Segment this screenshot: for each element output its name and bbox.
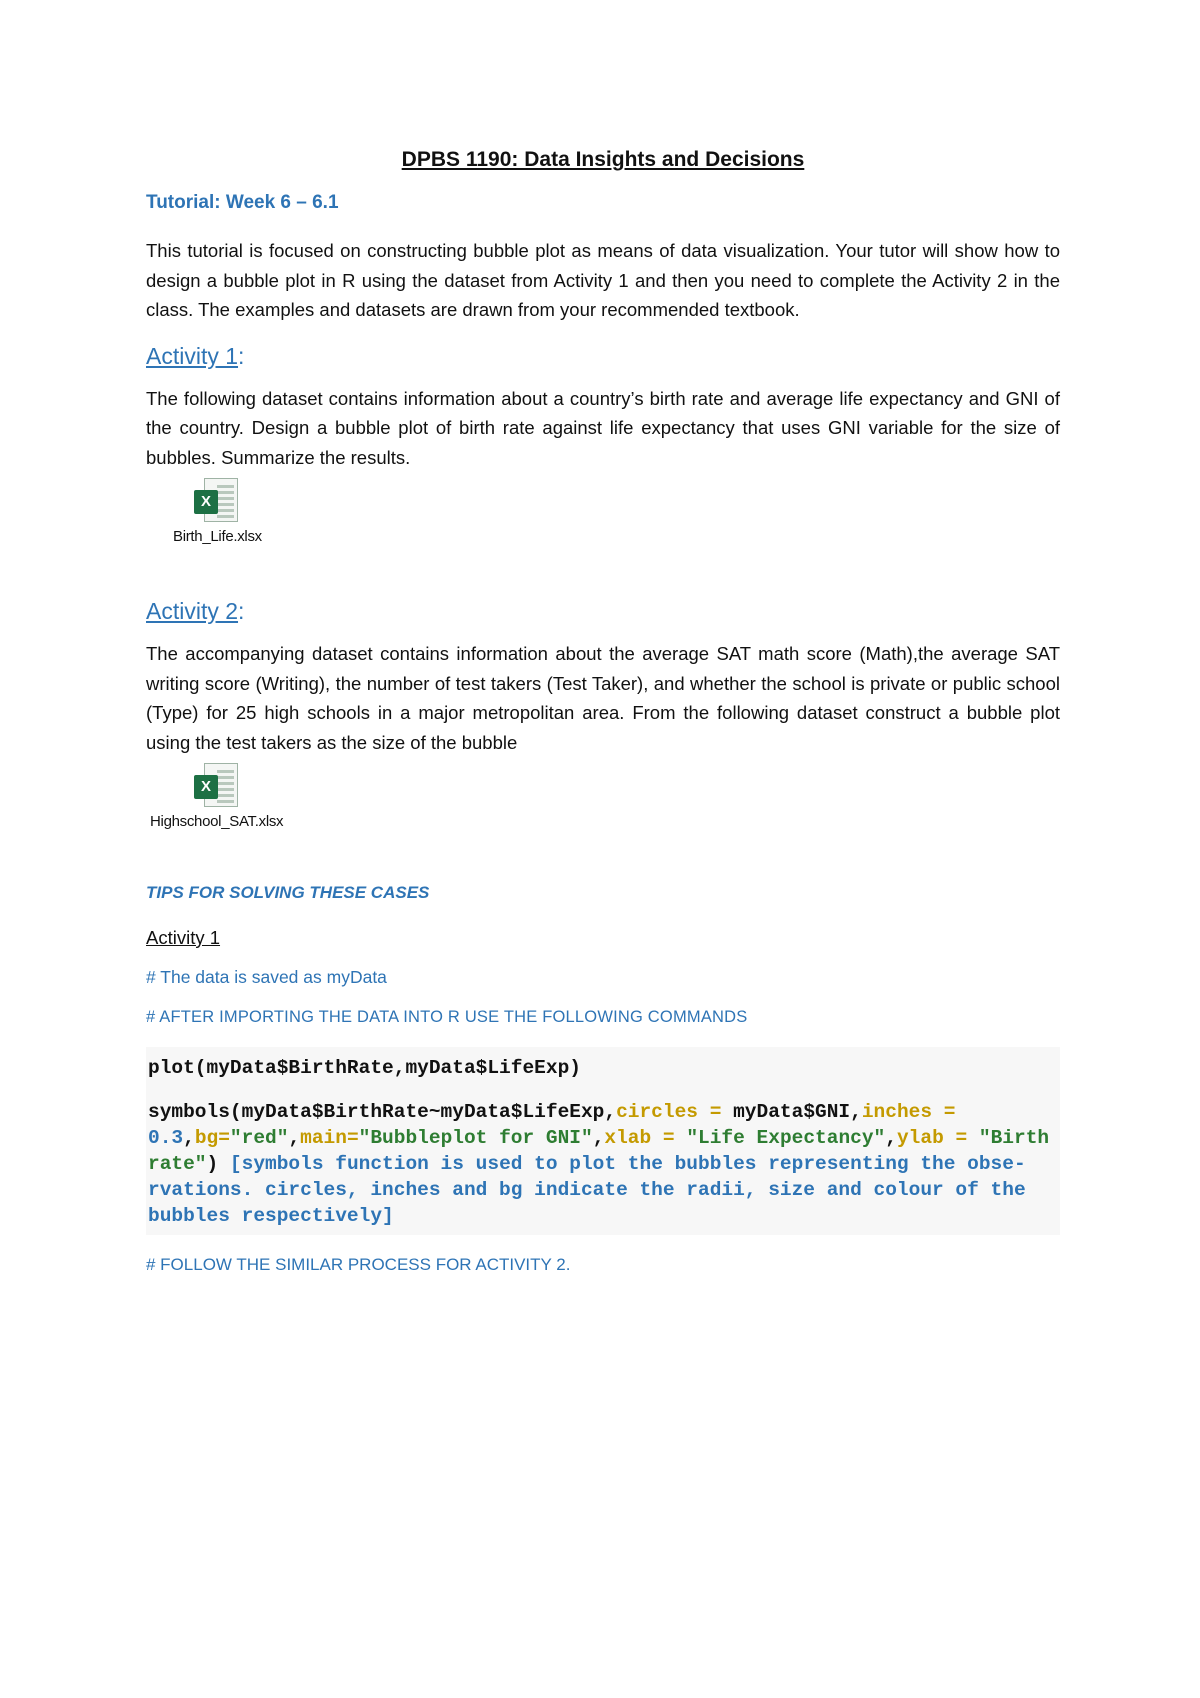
- highschool-sat-file-name[interactable]: Highschool_SAT.xlsx: [150, 813, 284, 830]
- intro-paragraph: This tutorial is focused on constructing bubble plot as means of data visualization. Your tutor will show how to design a bubble plot in R using the dataset from Activity 1 and then you need to complete the Activity 2 in the class. The examples and datasets are drawn from your recommended textbook.: [146, 240, 1060, 320]
- course-title: DPBS 1190: Data Insights and Decisions: [401, 148, 805, 171]
- code-comment-data-saved: # The data is saved as myData: [146, 967, 387, 987]
- activity1-heading-label: Activity 1: [146, 342, 239, 369]
- code-symbols-line: symbols(myData$BirthRate~myData$LifeExp,circles = myData$GNI,inches = 0.3,bg="red",main="Bubbleplot for GNI",xlab = "Life Expectancy",ylab = "Birth rate") [symbols function is used to plot the bubbles representing the obse-rvations. circles, inches and bg indicate the radii, size and colour of the bubbles respectively]: [148, 1101, 1050, 1227]
- birth-life-file-name[interactable]: Birth_Life.xlsx: [173, 528, 262, 545]
- birth-life-file-attachment[interactable]: [146, 478, 1060, 570]
- document-content: [146, 148, 1060, 1275]
- excel-file-icon[interactable]: X: [194, 478, 238, 522]
- activity1-heading-colon: :: [238, 342, 245, 369]
- excel-file-icon[interactable]: X: [194, 763, 238, 807]
- tutorial-subtitle: Tutorial: Week 6 – 6.1: [146, 192, 339, 213]
- activity1-paragraph: The following dataset contains information about a country’s birth rate and average life expectancy and GNI of the country. Design a bubble plot of birth rate against life expectancy that uses GNI variable for the size of bubbles. Summarize the results.: [146, 387, 1060, 468]
- activity2-paragraph: The accompanying dataset contains information about the average SAT math score (Math),the average SAT writing score (Writing), the number of test takers (Test Taker), and whether the school is private or public school (Type) for 25 high schools in a major metropolitan area. From the following dataset construct a bubble plot using the test takers as the size of the bubble: [146, 643, 1060, 753]
- activity1-heading: [146, 343, 1060, 370]
- tips-heading: TIPS FOR SOLVING THESE CASES: [146, 883, 430, 902]
- activity2-heading-label: Activity 2: [146, 598, 239, 624]
- code-plot-line: plot(myData$BirthRate,myData$LifeExp): [148, 1057, 581, 1079]
- activity2-heading: [146, 598, 1060, 625]
- highschool-sat-file-attachment[interactable]: [146, 763, 1060, 855]
- activity2-heading-colon: :: [238, 598, 245, 624]
- code-comment-follow-process: # FOLLOW THE SIMILAR PROCESS FOR ACTIVITY 2.: [146, 1255, 571, 1274]
- tips-activity1-label: Activity 1: [146, 927, 221, 948]
- code-comment-after-import: # AFTER IMPORTING THE DATA INTO R USE THE FOLLOWING COMMANDS: [146, 1008, 748, 1026]
- r-code-block: [146, 1047, 1060, 1235]
